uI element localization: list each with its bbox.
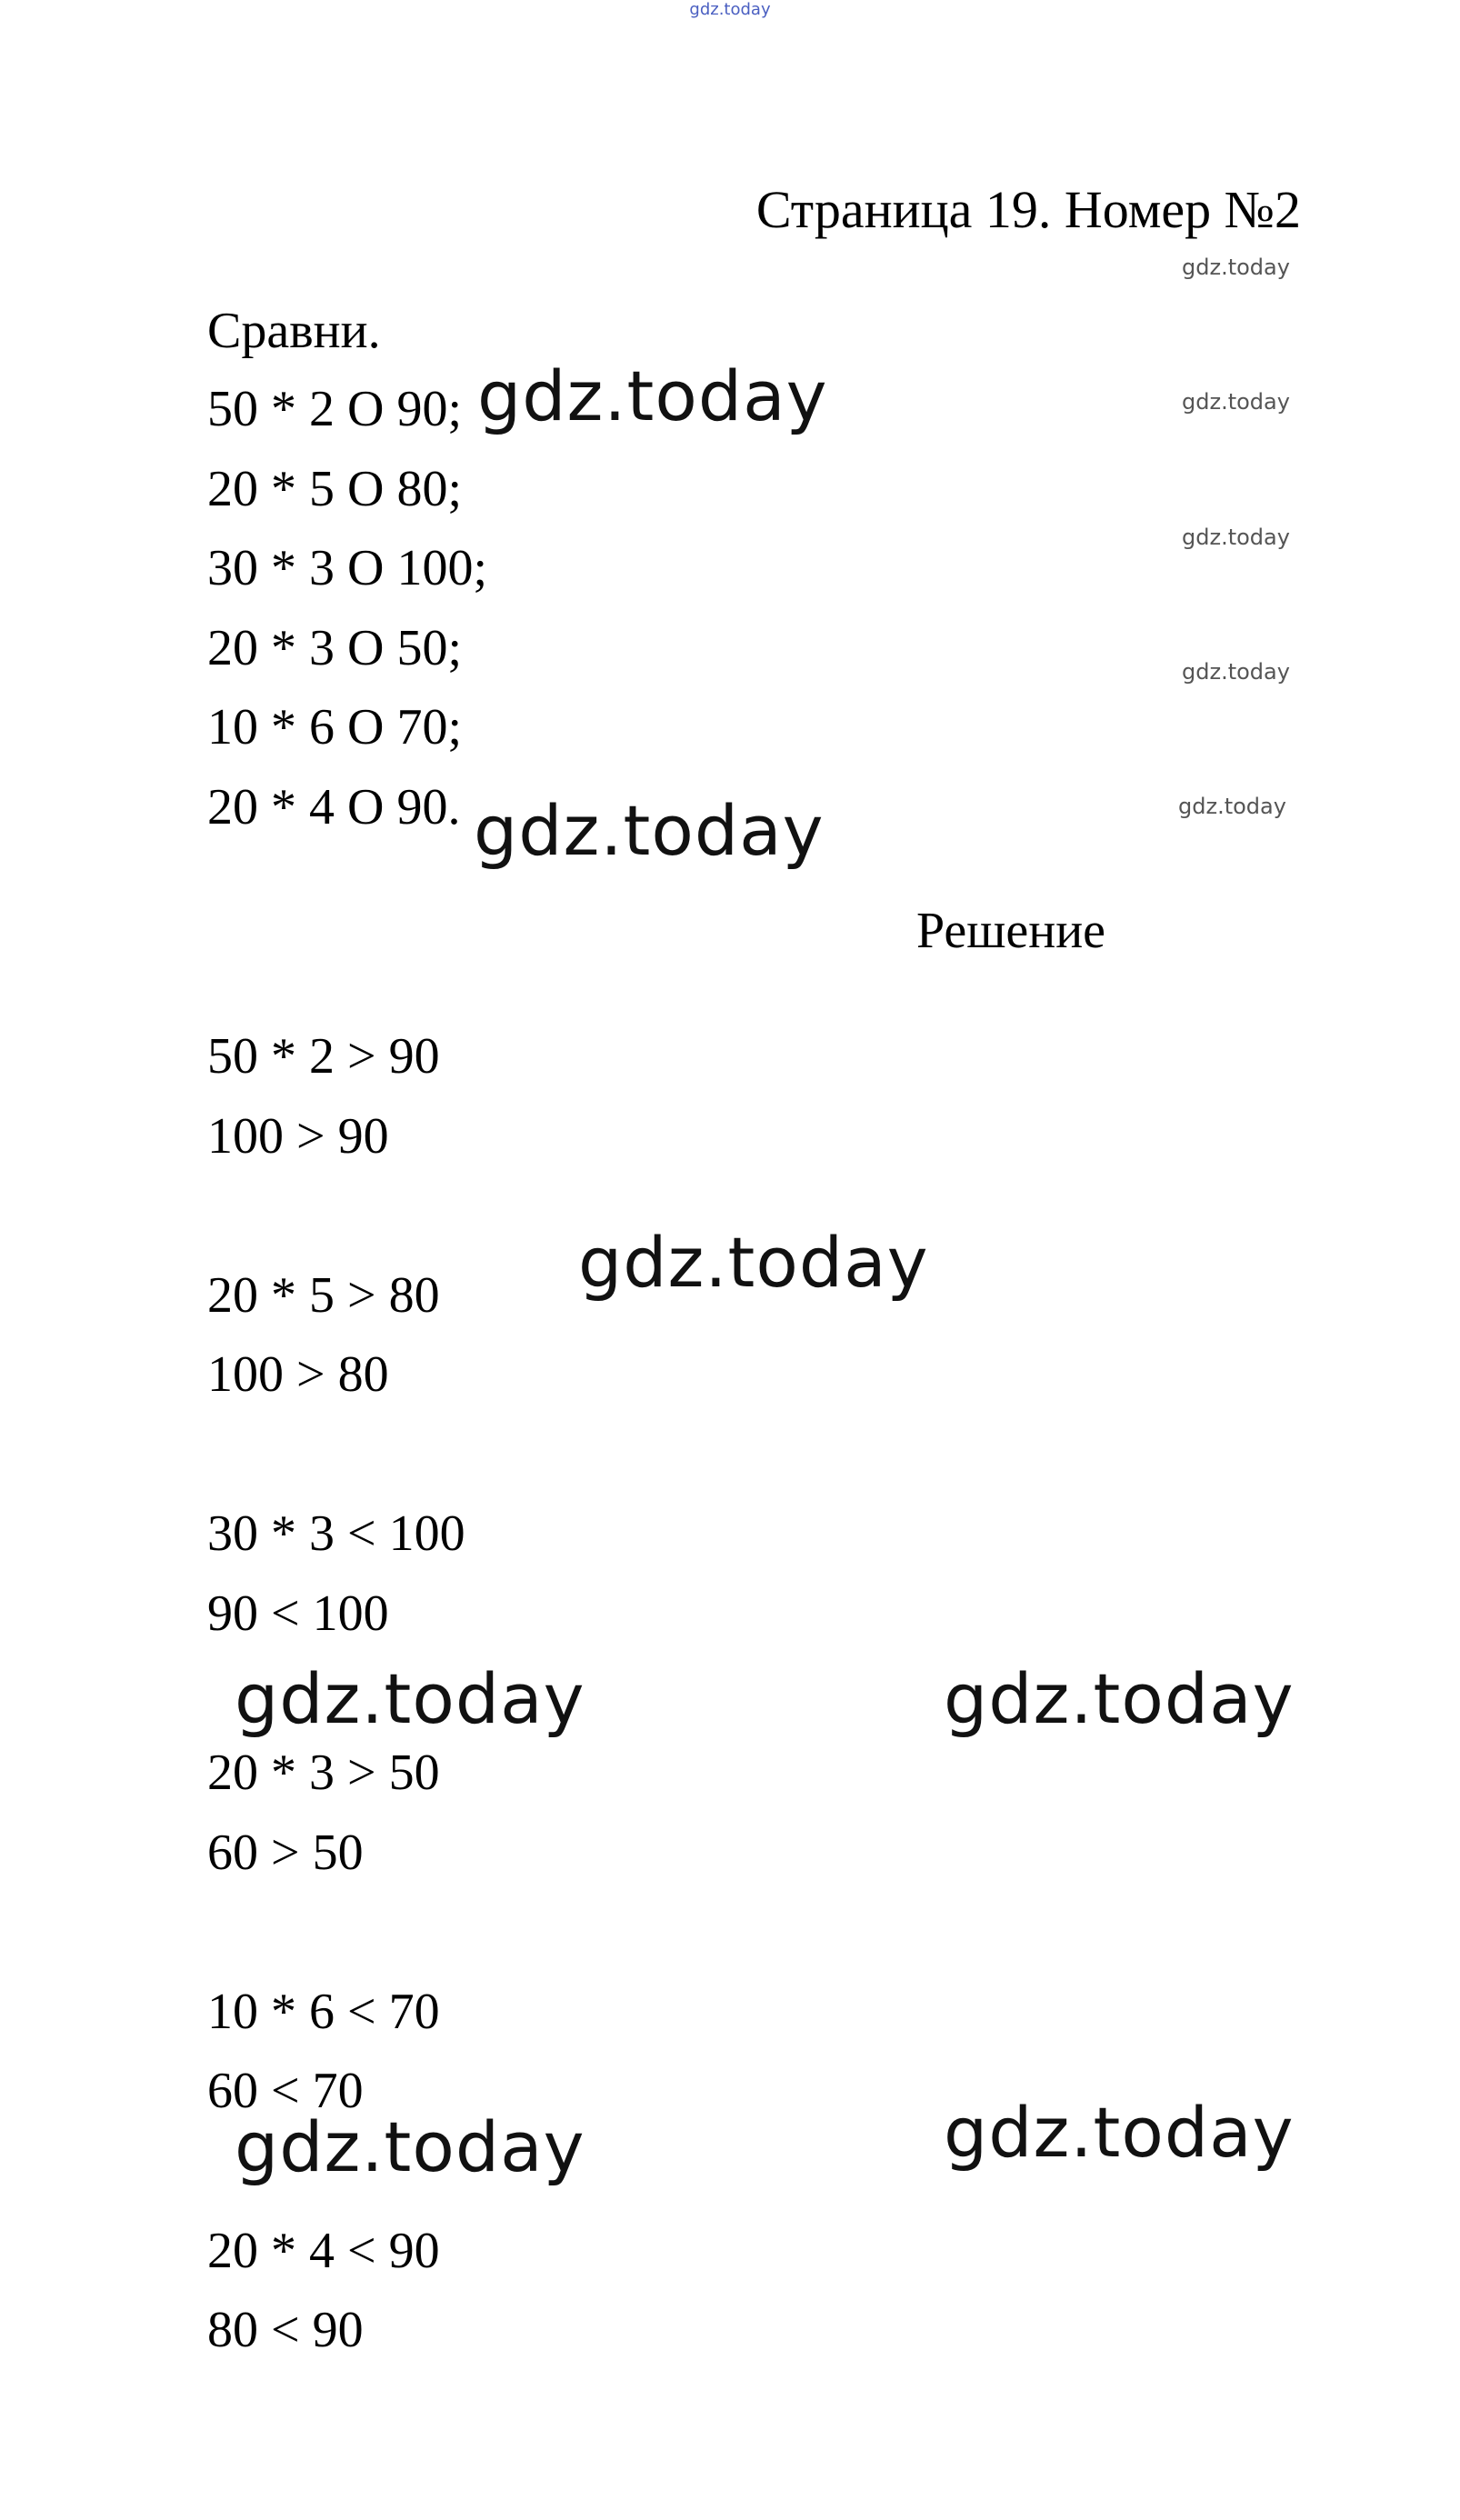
watermark-small: gdz.today: [1182, 255, 1290, 280]
watermark-small: gdz.today: [1182, 659, 1290, 685]
solution-line: 100 > 90: [207, 1108, 389, 1165]
site-mark[interactable]: gdz.today: [689, 0, 771, 19]
task-item: 50 * 2 O 90;: [207, 381, 462, 437]
task-item: 20 * 3 O 50;: [207, 620, 462, 676]
solution-line: 30 * 3 < 100: [207, 1505, 465, 1562]
task-item: 20 * 4 O 90.: [207, 779, 461, 835]
page-title: Страница 19. Номер №2: [755, 180, 1301, 239]
solution-line: 50 * 2 > 90: [207, 1028, 440, 1085]
task-heading: Сравни.: [207, 303, 381, 359]
watermark-small: gdz.today: [1182, 389, 1290, 415]
solution-line: 20 * 4 < 90: [207, 2223, 440, 2279]
solution-line: 10 * 6 < 70: [207, 1984, 440, 2040]
task-item: 30 * 3 O 100;: [207, 540, 487, 596]
watermark-small: gdz.today: [1182, 525, 1290, 550]
solution-line: 60 < 70: [207, 2063, 364, 2119]
solution-line: 80 < 90: [207, 2302, 364, 2358]
watermark-large: gdz.today: [235, 1658, 585, 1739]
watermark-large: gdz.today: [477, 355, 828, 436]
solution-line: 100 > 80: [207, 1346, 389, 1403]
task-item: 10 * 6 O 70;: [207, 699, 462, 755]
solution-heading: Решение: [916, 903, 1106, 959]
solution-line: 60 > 50: [207, 1825, 364, 1881]
solution-line: 20 * 5 > 80: [207, 1267, 440, 1324]
watermark-large: gdz.today: [944, 2092, 1295, 2173]
solution-line: 20 * 3 > 50: [207, 1745, 440, 1801]
watermark-small: gdz.today: [1178, 794, 1286, 819]
watermark-large: gdz.today: [578, 1222, 929, 1303]
watermark-large: gdz.today: [474, 790, 825, 871]
watermark-large: gdz.today: [235, 2106, 585, 2187]
watermark-large: gdz.today: [944, 1658, 1295, 1739]
solution-line: 90 < 100: [207, 1585, 389, 1642]
task-item: 20 * 5 O 80;: [207, 461, 462, 517]
